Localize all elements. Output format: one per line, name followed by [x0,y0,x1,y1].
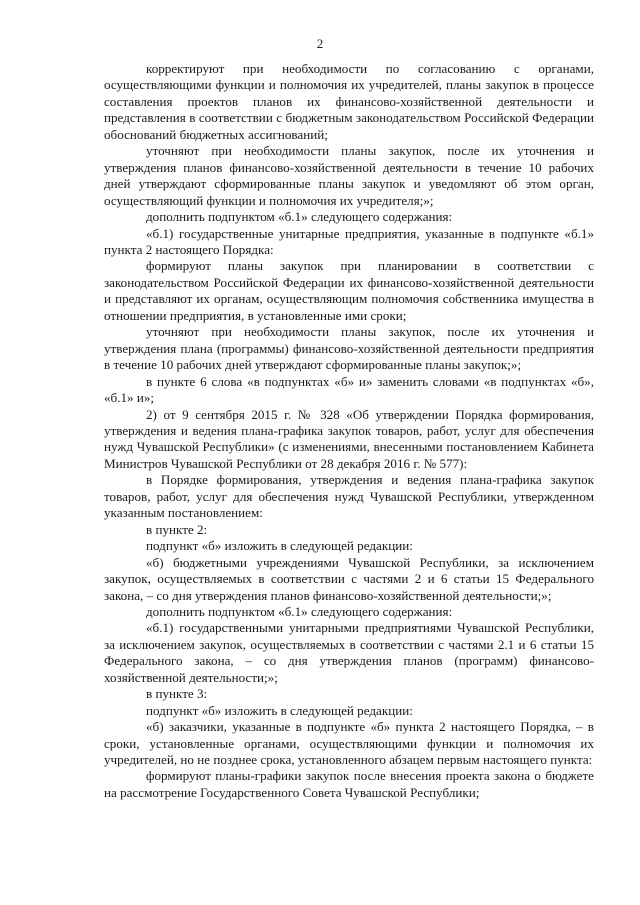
paragraph: «б.1) государственные унитарные предприятия, указанные в подпункте «б.1» пункта 2 настоящего Порядка: [104,225,594,257]
paragraph: дополнить подпунктом «б.1» следующего содержания: [146,209,453,225]
paragraph: «б) бюджетными учреждениями Чувашской Республики, за исключением закупок, осуществляемых в соответствии с частями 2 и 6 статьи 15 Федерального закона, – со дня утверждения планов финансово-хозяйственной деятельности;»; [104,554,594,603]
paragraph: подпункт «б» изложить в следующей редакции: [146,538,413,554]
paragraph: в пункте 6 слова «в подпунктах «б» и» заменить словами «в подпунктах «б», «б.1» и»; [104,373,594,406]
paragraph: формируют планы-графики закупок после внесения проекта закона о бюджете на рассмотрение Государственного Совета Чувашской Республики; [104,768,594,800]
paragraph: подпункт «б» изложить в следующей редакции: [146,702,413,718]
paragraph: дополнить подпунктом «б.1» следующего содержания: [146,603,453,619]
paragraph: «б.1) государственными унитарными предприятиями Чувашской Республики, за исключением закупок, осуществляемых в соответствии с частями 2.1 и 6 статьи 15 Федерального закона, – со дня утверждения планов (программ) финансово-хозяйственной деятельности;»; [104,620,594,685]
paragraph: в пункте 3: [146,686,208,702]
paragraph: уточняют при необходимости планы закупок, после их уточнения и утверждения плана (программы) финансово-хозяйственной деятельности предприятия в течение 10 рабочих дней утверждают сформированные планы закупок;»; [104,324,594,373]
paragraph: в пункте 2: [146,521,208,537]
paragraph: формируют планы закупок при планировании в соответствии с законодательством Российской Федерации их финансово-хозяйственной деятельности и представляют их органам, осуществляющим полномочия собственника имущества в отношении предприятия, в установленные ими сроки; [104,258,594,323]
paragraph: в Порядке формирования, утверждения и ведения плана-графика закупок товаров, работ, услуг для обеспечения нужд Чувашской Республики, утвержденном указанным постановлением: [104,472,594,521]
paragraph: 2) от 9 сентября 2015 г. № 328 «Об утверждении Порядка формирования, утверждения и ведения плана-графика закупок товаров, работ, услуг для обеспечения нужд Чувашской Республики» (с изменениями, внесенными постановлением Кабинета Министров Чувашской Республики от 28 декабря 2016 г. № 577): [104,406,594,471]
paragraph: корректируют при необходимости по согласованию с органами, осуществляющими функции и полномочия их учредителей, планы закупок в процессе составления проектов планов их финансово-хозяйственной деятельности и представления в соответствии с бюджетным законодательством Российской Федерации обоснований бюджетных ассигнований; [104,61,594,142]
paragraph: уточняют при необходимости планы закупок, после их уточнения и утверждения планов финансово-хозяйственной деятельности в течение 10 рабочих дней утверждают сформированные планы закупок и уведомляют об этом орган, осуществляющий функции и полномочия их учредителя;»; [104,143,594,208]
paragraph: «б) заказчики, указанные в подпункте «б» пункта 2 настоящего Порядка, – в сроки, установленные органами, осуществляющими функции и полномочия их учредителей, но не позднее срока, установленного абзацем первым настоящего пункта: [104,719,594,768]
document-body [104,61,594,801]
page-number: 2 [316,36,324,51]
